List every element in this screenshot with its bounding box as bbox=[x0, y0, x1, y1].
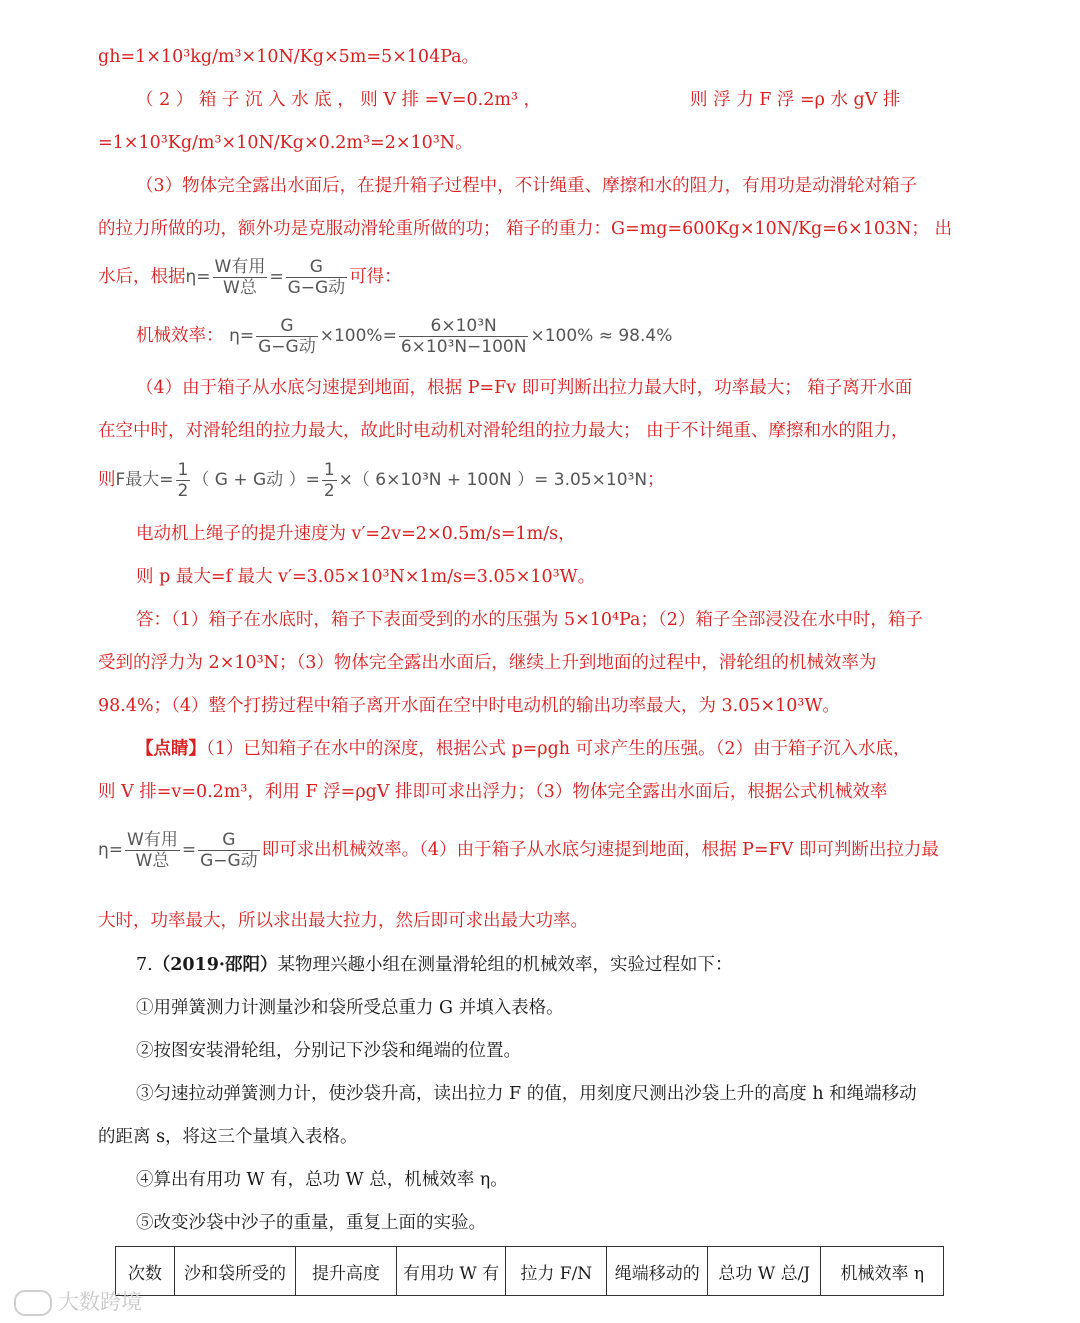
table-header-row bbox=[116, 1247, 944, 1296]
table-header-cell: 总功 W 总/J bbox=[708, 1247, 821, 1296]
question-7-title: 7.（2019·邵阳）某物理兴趣小组在测量滑轮组的机械效率，实验过程如下： bbox=[136, 955, 733, 975]
solution-line-11: 电动机上绳子的提升速度为 v′=2v=2×0.5m/s=1m/s， bbox=[136, 524, 576, 544]
solution-line-5: 的拉力所做的功，额外功是克服动滑轮重所做的功； 箱子的重力：G=mg=600Kg×10N/Kg=6×103N； 出 bbox=[98, 219, 952, 239]
tip-eta-formula: η= $\frac{\text{W有用}}{\text{W总}}$ = $\frac{G}{\text{G−G动}}$ bbox=[98, 829, 258, 871]
max-force-line: 则F最大= $\frac{1}{2}$ （ G + G动 ）= $\frac{1}{2}$ ×（ 6×10³N + 100N ）= 3.05×10³N； bbox=[98, 459, 665, 501]
table-header-cell: 拉力 F/N bbox=[506, 1247, 607, 1296]
g-ratio-fraction: $\frac{G}{\text{G−G动}}$ bbox=[287, 256, 346, 298]
formula-line-suffix: 可得： bbox=[349, 267, 402, 287]
solution-line-2 bbox=[136, 89, 982, 111]
solution-line-3: =1×10³Kg/m³×10N/Kg×0.2m³=2×10³N。 bbox=[98, 133, 473, 153]
efficiency-label: 机械效率： bbox=[136, 326, 224, 346]
step-2: ②按图安装滑轮组，分别记下沙袋和绳端的位置。 bbox=[136, 1041, 521, 1061]
step-3: ③匀速拉动弹簧测力计，使沙袋升高，读出拉力 F 的值，用刻度尺测出沙袋上升的高度 h 和绳端移动 bbox=[136, 1084, 917, 1104]
efficiency-computation-line bbox=[136, 312, 982, 360]
efficiency-computation: η= $\frac{G}{\text{G−G动}}$ ×100%= $\frac{\text{6×10³N}}{\text{6×10³N−100N}}$ ×100% ≈ 98.4% bbox=[229, 315, 673, 357]
answer-line-1: 答：（1）箱子在水底时，箱子下表面受到的水的压强为 5×10⁴Pa；（2）箱子全部浸没在水中时，箱子 bbox=[136, 610, 923, 630]
step-1: ①用弹簧测力计测量沙和袋所受总重力 G 并填入表格。 bbox=[136, 998, 564, 1018]
answer-line-2: 受到的浮力为 2×10³N；（3）物体完全露出水面后，继续上升到地面的过程中，滑轮组的机械效率为 bbox=[98, 653, 877, 673]
table-header-cell: 提升高度 bbox=[296, 1247, 397, 1296]
tip-line-4: 大时，功率最大，所以求出最大拉力，然后即可求出最大功率。 bbox=[98, 911, 588, 931]
table-header-cell: 沙和袋所受的 bbox=[175, 1247, 296, 1296]
step-4: ④算出有用功 W 有，总功 W 总，机械效率 η。 bbox=[136, 1170, 508, 1190]
answer-line-3: 98.4%；（4）整个打捞过程中箱子离开水面在空中时电动机的输出功率最大，为 3.05×10³W。 bbox=[98, 696, 840, 716]
tip-line-2: 则 V 排=v=0.2m³，利用 F 浮=ρgV 排即可求出浮力；（3）物体完全露出水面后，根据公式机械效率 bbox=[98, 782, 888, 802]
data-table bbox=[115, 1246, 944, 1296]
solution-line-4: （3）物体完全露出水面后，在提升箱子过程中，不计绳重、摩擦和水的阻力，有用功是动滑轮对箱子 bbox=[136, 176, 918, 196]
step-3-continued: 的距离 s，将这三个量填入表格。 bbox=[98, 1127, 358, 1147]
solution-line-8: （4）由于箱子从水底匀速提到地面，根据 P=Fv 即可判断出拉力最大时，功率最大； 箱子离开水面 bbox=[136, 378, 913, 398]
tip-tag: 【点睛】 bbox=[136, 739, 206, 759]
efficiency-formula-line bbox=[98, 253, 982, 301]
solution-line-2b: 则 浮 力 F 浮 =ρ 水 gV 排 bbox=[690, 90, 901, 110]
tip-line-3: η= $\frac{\text{W有用}}{\text{W总}}$ = $\frac{G}{\text{G−G动}}$ 即可求出机械效率。（4）由于箱子从水底匀速提到地面，根据 P=FV 即可判断出拉力最 bbox=[98, 829, 939, 871]
table-header-cell: 有用功 W 有 bbox=[397, 1247, 506, 1296]
solution-line-12: 则 p 最大=f 最大 v′=3.05×10³N×1m/s=3.05×10³W。 bbox=[136, 567, 596, 587]
solution-line-2a: （ 2 ） 箱 子 沉 入 水 底 ， 则 V 排 =V=0.2m³ ， bbox=[136, 90, 542, 110]
watermark-logo-icon bbox=[14, 1290, 52, 1316]
formula-line-prefix: 水后，根据 bbox=[98, 267, 186, 287]
step-5: ⑤改变沙袋中沙子的重量，重复上面的实验。 bbox=[136, 1213, 486, 1233]
table-header-cell: 绳端移动的 bbox=[607, 1247, 708, 1296]
solution-line-1: gh=1×10³kg/m³×10N/Kg×5m=5×104Pa。 bbox=[98, 47, 480, 67]
max-force-formula: F最大= $\frac{1}{2}$ （ G + G动 ）= $\frac{1}{2}$ ×（ 6×10³N + 100N ）= 3.05×10³N bbox=[115, 459, 648, 501]
table-header-cell: 机械效率 η bbox=[821, 1247, 944, 1296]
solution-line-9: 在空中时，对滑轮组的拉力最大，故此时电动机对滑轮组的拉力最大； 由于不计绳重、摩擦和水的阻力， bbox=[98, 421, 909, 441]
w-ratio-fraction: $\frac{\text{W有用}}{\text{W总}}$ bbox=[214, 256, 266, 298]
eta-formula: η= $\frac{\text{W有用}}{\text{W总}}$ = $\frac{G}{\text{G−G动}}$ bbox=[185, 256, 346, 298]
tip-line-1: 【点睛】（1）已知箱子在水中的深度，根据公式 p=ρgh 可求产生的压强。（2）由于箱子沉入水底， bbox=[136, 739, 911, 759]
table-header-cell: 次数 bbox=[116, 1247, 175, 1296]
watermark: 大数跨境 bbox=[14, 1286, 142, 1316]
